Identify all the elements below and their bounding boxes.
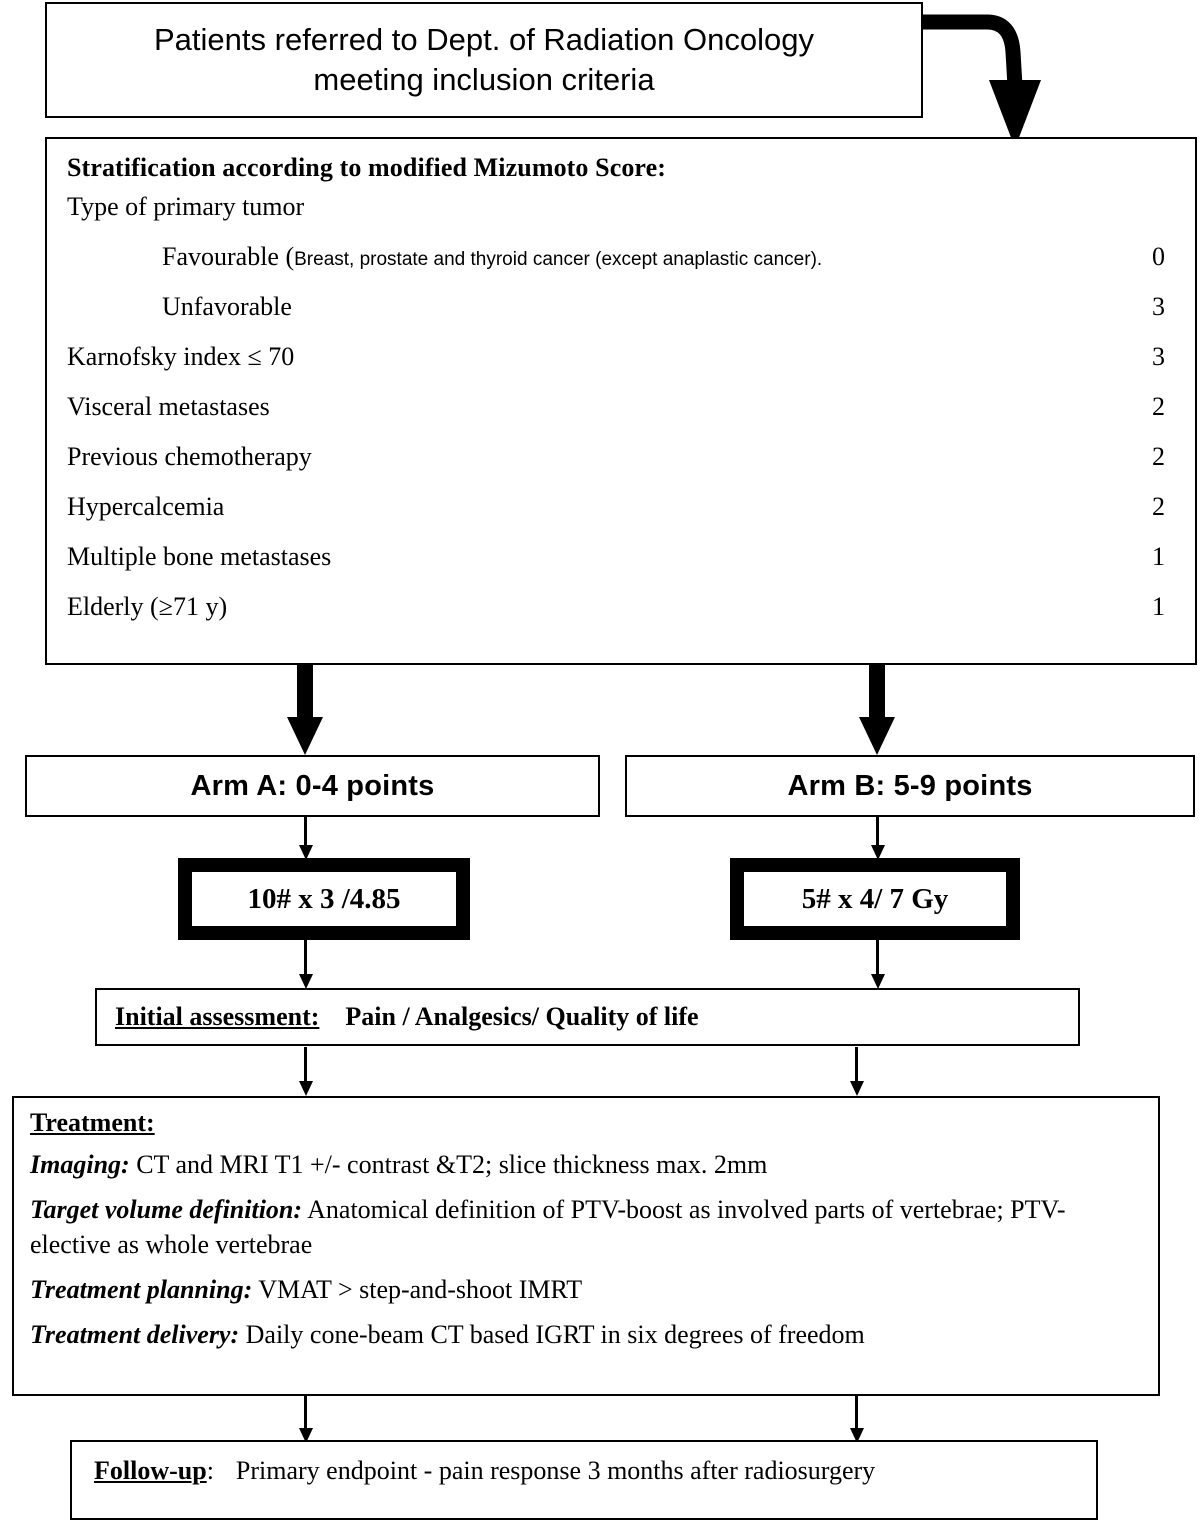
stratification-box (45, 137, 1197, 665)
score-row (67, 492, 1175, 542)
score-row-label: Elderly (≥71 y) (67, 592, 228, 621)
treatment-item-target-volume (30, 1193, 1142, 1262)
inclusion-criteria-text (154, 20, 814, 99)
dose-a-label: 10# x 3 /4.85 (247, 882, 401, 915)
elbow-arrow-to-stratification (915, 8, 1055, 158)
arm-a-label: Arm A: 0-4 points (190, 769, 435, 802)
arrow-to-arm-a (283, 665, 327, 757)
score-row-value: 2 (1152, 442, 1165, 471)
arrow-dose-a-to-assessment (294, 940, 318, 990)
score-row (67, 242, 1175, 292)
score-row-value: 0 (1152, 242, 1165, 271)
treatment-item-label: Target volume definition: (30, 1195, 303, 1225)
score-row (67, 542, 1175, 592)
dose-b-box (730, 858, 1020, 940)
score-row-value: 3 (1152, 292, 1165, 321)
treatment-item-text: Anatomical definition of PTV-boost as involved parts of vertebrae; PTV-elective as whole vertebrae (30, 1195, 1066, 1259)
arrow-arm-a-to-dose (294, 817, 318, 861)
treatment-item-planning (30, 1273, 1142, 1307)
score-row-value: 3 (1152, 342, 1165, 371)
follow-up-box (70, 1440, 1098, 1520)
treatment-item-text: VMAT > step-and-shoot IMRT (258, 1274, 583, 1304)
score-row-value: 2 (1152, 392, 1165, 421)
treatment-item-text: Daily cone-beam CT based IGRT in six degrees of freedom (245, 1320, 865, 1350)
treatment-item-delivery (30, 1318, 1142, 1352)
score-row-value: 2 (1152, 492, 1165, 521)
inclusion-criteria-box (45, 2, 923, 118)
score-row-label: Previous chemotherapy (67, 442, 312, 471)
score-row (67, 292, 1175, 342)
score-row-value: 1 (1152, 592, 1165, 621)
score-row-label: Favourable (Breast, prostate and thyroid cancer (except anaplastic cancer). (162, 242, 823, 271)
inclusion-criteria-line1: Patients referred to Dept. of Radiation Oncology (154, 22, 814, 58)
treatment-item-text: CT and MRI T1 +/- contrast &T2; slice thickness max. 2mm (136, 1150, 768, 1179)
score-row-label: Visceral metastases (67, 392, 270, 421)
arrow-treatment-to-followup-left (294, 1396, 318, 1444)
score-row-note: Breast, prostate and thyroid cancer (except anaplastic cancer). (294, 249, 823, 270)
treatment-item-label: Treatment planning: (30, 1274, 253, 1304)
arrow-arm-b-to-dose (866, 817, 890, 861)
arm-b-box (625, 755, 1195, 817)
arrow-assessment-to-treatment-right (845, 1047, 869, 1097)
inclusion-criteria-line2: meeting inclusion criteria (313, 62, 655, 97)
initial-assessment-box (95, 988, 1080, 1046)
tumor-type-label: Type of primary tumor (67, 192, 305, 221)
score-row-label: Karnofsky index ≤ 70 (67, 342, 295, 371)
score-row (67, 592, 1175, 642)
initial-assessment-text: Pain / Analgesics/ Quality of life (345, 1002, 699, 1031)
arm-a-box (25, 755, 600, 817)
score-row (67, 342, 1175, 392)
treatment-item-label: Imaging: (30, 1150, 130, 1179)
score-row-label: Hypercalcemia (67, 492, 225, 521)
score-row-label: Multiple bone metastases (67, 542, 332, 571)
arm-b-label: Arm B: 5-9 points (787, 769, 1033, 802)
arrow-to-arm-b (855, 665, 899, 757)
dose-a-box (178, 858, 470, 940)
score-row (67, 392, 1175, 442)
score-row (67, 442, 1175, 492)
arrow-assessment-to-treatment-left (294, 1047, 318, 1097)
treatment-box (12, 1096, 1160, 1396)
score-row-label: Unfavorable (162, 292, 292, 321)
score-row-value: 1 (1152, 542, 1165, 571)
arrow-treatment-to-followup-right (845, 1396, 869, 1444)
dose-b-label: 5# x 4/ 7 Gy (801, 882, 949, 915)
treatment-item-label: Treatment delivery: (30, 1320, 240, 1350)
follow-up-text: Primary endpoint - pain response 3 months after radiosurgery (235, 1456, 876, 1485)
initial-assessment-label: Initial assessment: (115, 1002, 320, 1031)
follow-up-colon: : (206, 1456, 214, 1485)
follow-up-label: Follow-up (94, 1456, 207, 1485)
stratification-title: Stratification according to modified Mizumoto Score: (67, 153, 666, 182)
arrow-dose-b-to-assessment (866, 940, 890, 990)
dose-a-inner (191, 871, 457, 927)
treatment-item-imaging (30, 1148, 1142, 1182)
tumor-type-row (67, 192, 1175, 242)
treatment-title: Treatment: (30, 1108, 155, 1137)
dose-b-inner (743, 871, 1007, 927)
